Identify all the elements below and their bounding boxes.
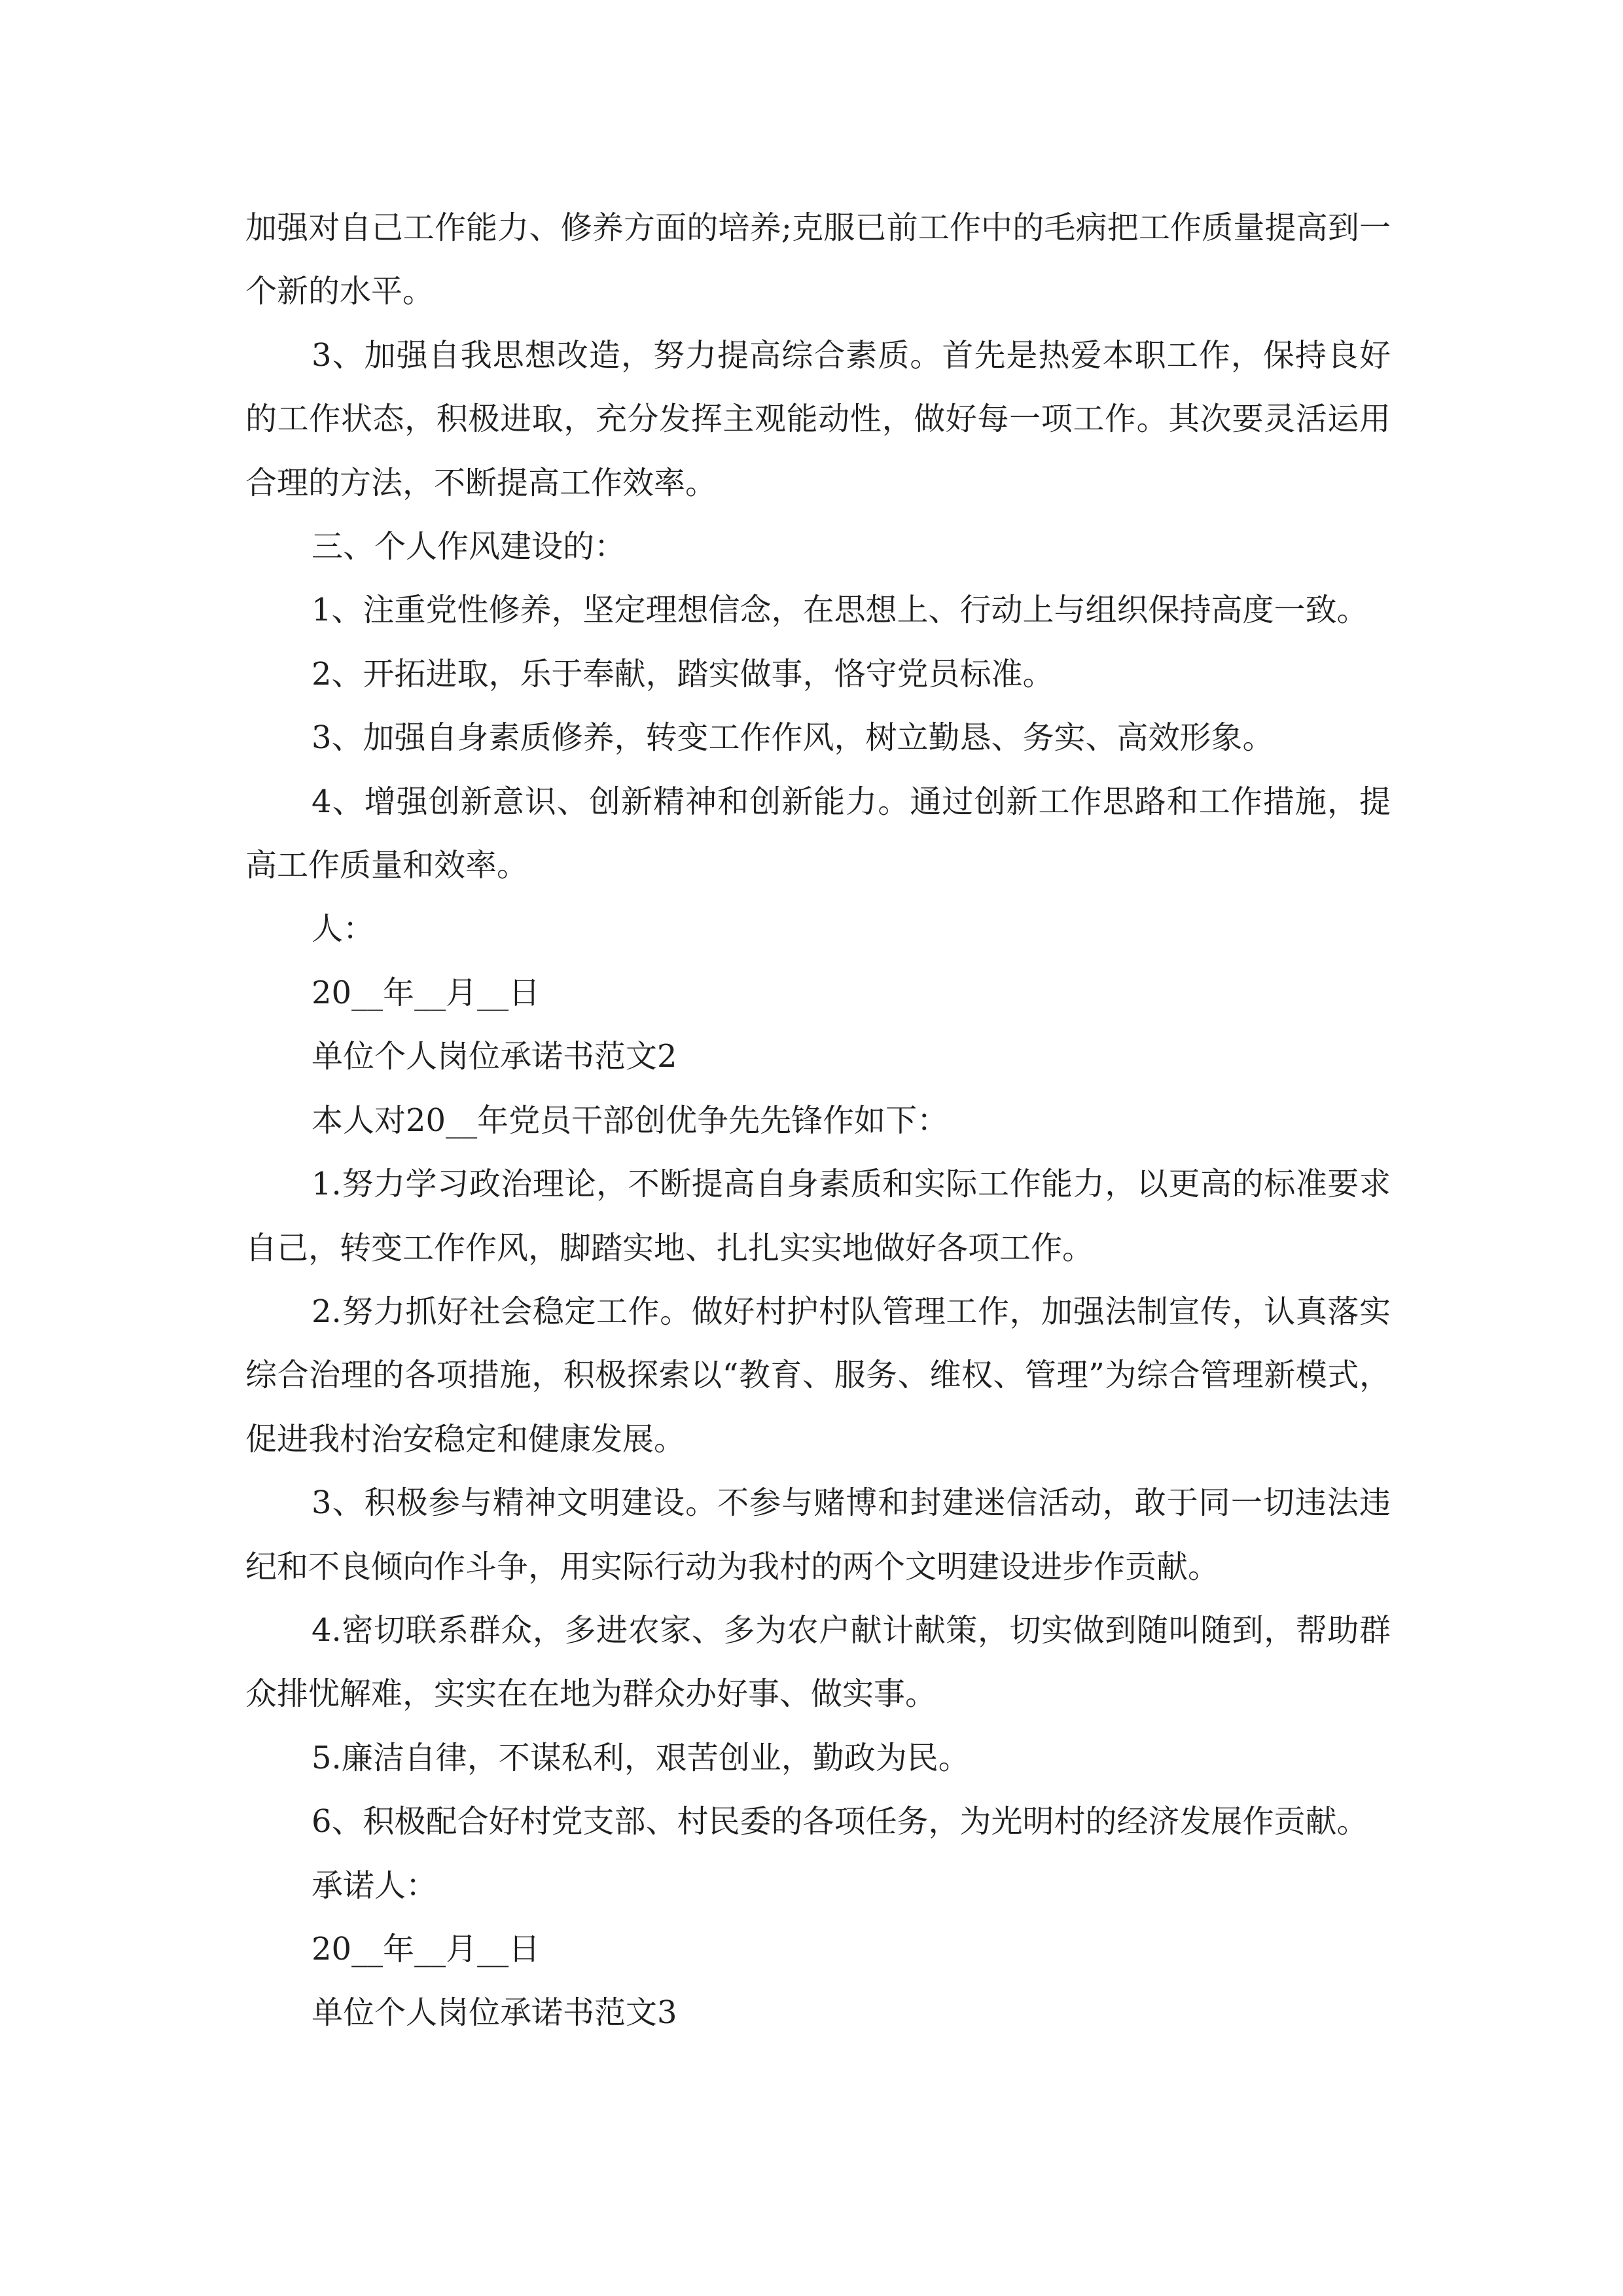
- document-body: [245, 196, 1391, 2045]
- section-title: 单位个人岗位承诺书范文3: [312, 1994, 677, 2032]
- paragraph: 本人对20__年党员干部创优争先先锋作如下：: [312, 1102, 949, 1139]
- list-item: 2、开拓进取，乐于奉献，踏实做事，恪守党员标准。: [312, 655, 1054, 692]
- section-title: 单位个人岗位承诺书范文2: [312, 1038, 677, 1075]
- list-item: 1.努力学习政治理论，不断提高自身素质和实际工作能力，以更高的标准要求自己，转变工作作风，脚踏实地、扎扎实实地做好各项工作。: [245, 1166, 1391, 1266]
- paragraph: 加强对自己工作能力、修养方面的培养;克服已前工作中的毛病把工作质量提高到一个新的水平。: [245, 209, 1391, 310]
- section-heading: 三、个人作风建设的：: [312, 528, 626, 565]
- paragraph: 3、加强自我思想改造，努力提高综合素质。首先是热爱本职工作，保持良好的工作状态，积极进取，充分发挥主观能动性，做好每一项工作。其次要灵活运用合理的方法，不断提高工作效率。: [245, 336, 1391, 501]
- list-item: 5.廉洁自律，不谋私利，艰苦创业，勤政为民。: [312, 1739, 970, 1776]
- list-item: 3、积极参与精神文明建设。不参与赌博和封建迷信活动，敢于同一切违法违纪和不良倾向作斗争，用实际行动为我村的两个文明建设进步作贡献。: [245, 1484, 1391, 1585]
- list-item: 6、积极配合好村党支部、村民委的各项任务，为光明村的经济发展作贡献。: [312, 1803, 1368, 1840]
- date-line: 20__年__月__日: [312, 1930, 541, 1967]
- signature-line: 承诺人：: [312, 1867, 438, 1904]
- signature-line: 人：: [312, 910, 375, 948]
- list-item: 1、注重党性修养，坚定理想信念，在思想上、行动上与组织保持高度一致。: [312, 592, 1368, 629]
- list-item: 3、加强自身素质修养，转变工作作风，树立勤恳、务实、高效形象。: [312, 719, 1274, 757]
- list-item: 4.密切联系群众，多进农家、多为农户献计献策，切实做到随叫随到，帮助群众排忧解难，实实在在地为群众办好事、做实事。: [245, 1611, 1391, 1713]
- list-item: 2.努力抓好社会稳定工作。做好村护村队管理工作，加强法制宣传，认真落实综合治理的各项措施，积极探索以“教育、服务、维权、管理”为综合管理新模式，促进我村治安稳定和健康发展。: [245, 1293, 1391, 1458]
- date-line: 20__年__月__日: [312, 974, 541, 1011]
- list-item: 4、增强创新意识、创新精神和创新能力。通过创新工作思路和工作措施，提高工作质量和效率。: [245, 783, 1391, 884]
